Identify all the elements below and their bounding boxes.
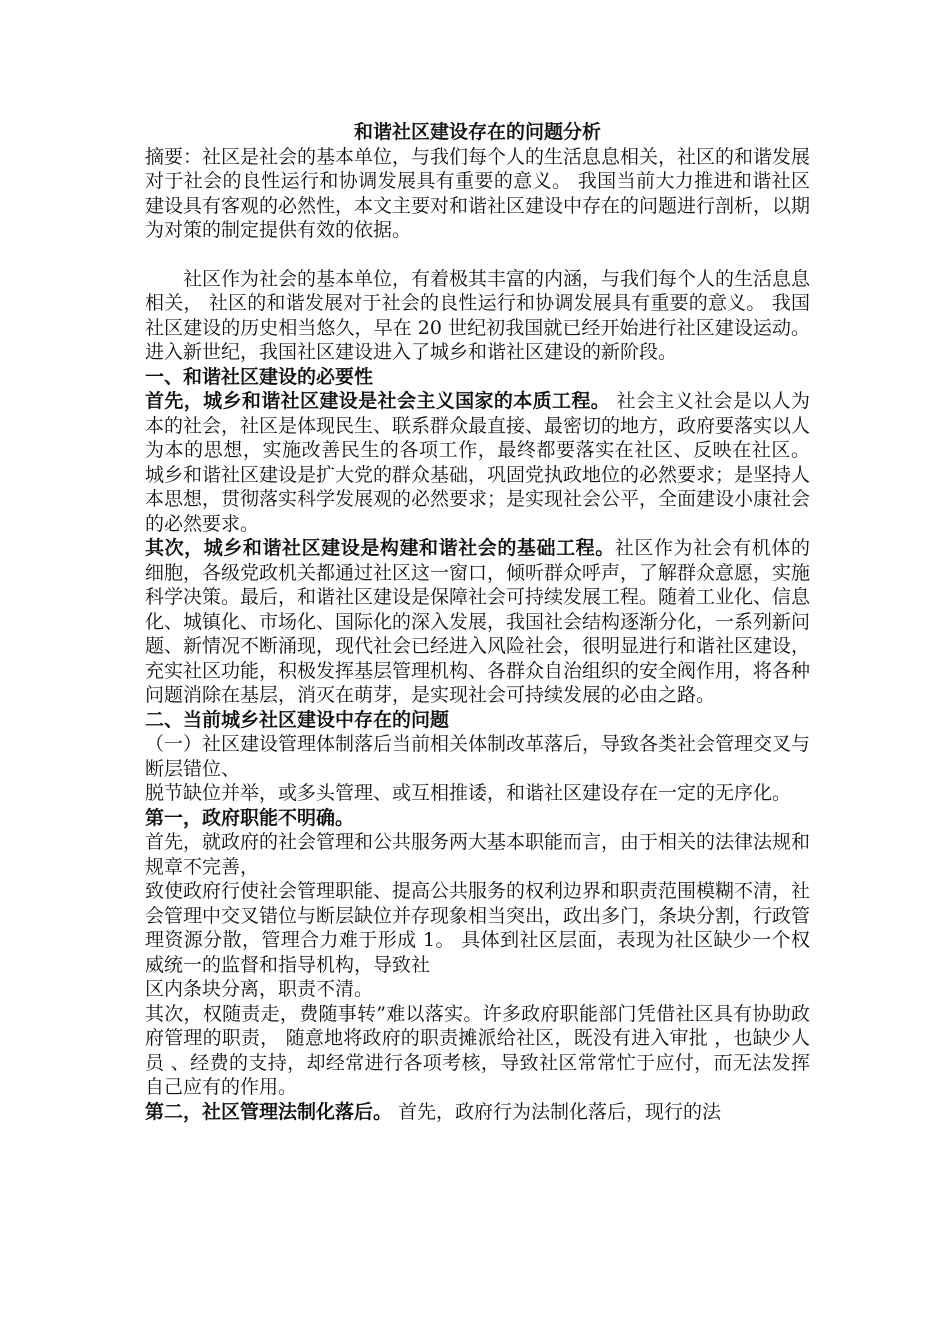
point-second-lead: 第二，社区管理法制化落后。 [145, 1100, 393, 1123]
section-heading-1: 一、和谐社区建设的必要性 [145, 365, 374, 388]
point-first-line-b: 致使政府行使社会管理职能、提高公共服务的权利边界和职责范围模糊不清，社会管理中交叉错位与断层缺位并存现象相当突出，政出多门，条块分割，行政管理资源分散，管理合力难于形成 1。 具体到社区层面，表现为社区缺少一个权威统一的监督和指导机构，导致社 [145, 880, 811, 976]
section1-p2-lead: 其次，城乡和谐社区建设是构建和谐社会的基础工程。 [145, 537, 615, 559]
section1-paragraph-1 [145, 389, 810, 536]
section1-paragraph-2 [145, 536, 810, 708]
point-first-line-a: 首先，就政府的社会管理和公共服务两大基本职能而言，由于相关的法律法规和规章不完善， [145, 831, 811, 878]
subsection-1-line-b: 脱节缺位并举，或多头管理、或互相推诿，和谐社区建设存在一定的无序化。 [145, 782, 792, 804]
section1-p1-lead: 首先，城乡和谐社区建设是社会主义国家的本质工程。 [145, 390, 611, 412]
intro-paragraph: 社区作为社会的基本单位，有着极其丰富的内涵，与我们每个人的生活息息相关， 社区的和谐发展对于社会的良性运行和协调发展具有重要的意义。 我国社区建设的历史相当悠久，早在 20 世纪初我国就已经开始进行社区建设运动。 进入新世纪，我国社区建设进入了城乡和谐社区建设的新阶段。 [145, 267, 811, 363]
point-first-line-c: 区内条块分离，职责不清。 [145, 978, 374, 1000]
section1-p1-text: 社会主义社会是以人为本的社会，社区是体现民生、联系群众最直接、最密切的地方，政府要落实以人为本的思想，实施改善民生的各项工作，最终都要落实在社区、反映在社区。 城乡和谐社区建设是扩大党的群众基础，巩固党执政地位的必然要求；是坚持人本思想，贯彻落实科学发展观的必然要求；是实现社会公平，全面建设小康社会的必然要求。 [145, 390, 811, 535]
page-title: 和谐社区建设存在的问题分析 [353, 121, 601, 143]
point-second-text: 首先，政府行为法制化落后，现行的法 [392, 1100, 722, 1123]
subsection-1-line-a: （一）社区建设管理体制落后当前相关体制改革落后，导致各类社会管理交叉与断层错位、 [145, 733, 811, 780]
section-heading-2: 二、当前城乡社区建设中存在的问题 [145, 708, 450, 731]
point-heading-first: 第一，政府职能不明确。 [145, 806, 355, 829]
blank-line [145, 243, 810, 267]
point-second-paragraph [145, 1100, 810, 1125]
abstract: 摘要：社区是社会的基本单位，与我们每个人的生活息息相关，社区的和谐发展对于社会的良性运行和协调发展具有重要的意义。 我国当前大力推进和谐社区建设具有客观的必然性，本文主要对和谐社区建设中存在的问题进行剖析，以期为对策的制定提供有效的依据。 [145, 145, 811, 241]
section1-p2-text: 社区作为社会有机体的细胞，各级党政机关都通过社区这一窗口，倾听群众呼声，了解群众意愿，实施科学决策。最后，和谐社区建设是保障社会可持续发展工程。随着工业化、信息化、城镇化、市场化、国际化的深入发展，我国社会结构逐渐分化，一系列新问题、新情况不断涌现，现代社会已经进入风险社会，很明显进行和谐社区建设，充实社区功能，积极发挥基层管理机构、各群众自治组织的安全阀作用，将各种问题消除在基层，消灭在萌芽，是实现社会可持续发展的必由之路。 [145, 537, 811, 706]
document-page [145, 120, 810, 1124]
point-first-line-d: 其次，权随责走，费随事转”难以落实。许多政府职能部门凭借社区具有协助政府管理的职责， 随意地将政府的职责摊派给社区，既没有进入审批 ，也缺少人员 、经费的支持，却经常进行各项考核，导致社区常常忙于应付，而无法发挥自己应有的作用。 [145, 1002, 810, 1098]
